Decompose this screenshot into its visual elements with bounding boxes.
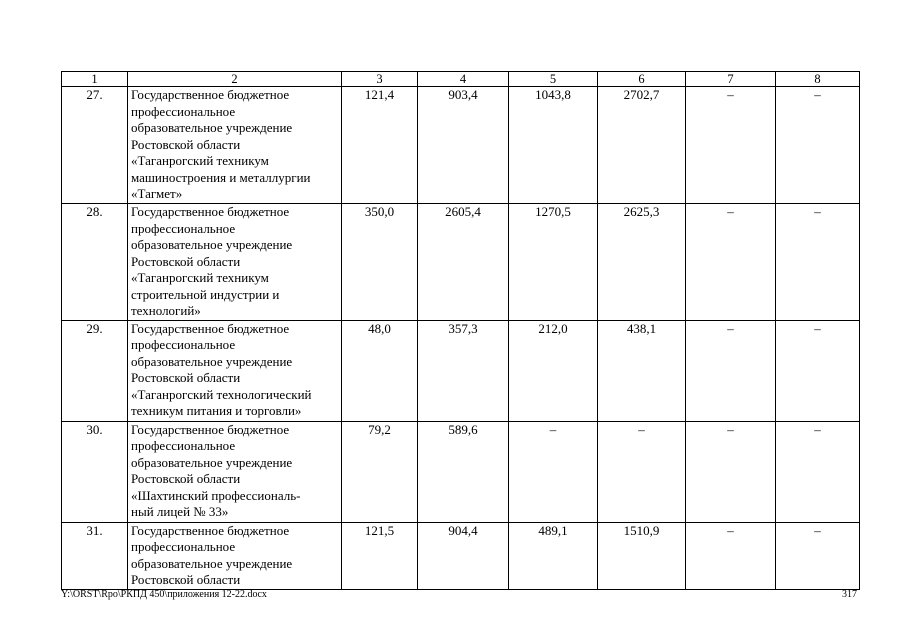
value-cell-col-6: 438,1 <box>598 320 686 421</box>
value-cell-col-3: 350,0 <box>342 204 418 321</box>
value-cell-col-8: – <box>776 204 860 321</box>
institution-name-cell <box>128 204 342 321</box>
institution-name-cell <box>128 320 342 421</box>
file-path-footer: Y:\ORST\Rpo\РКПД 450\приложения 12-22.docx <box>61 589 267 600</box>
institution-name-line: профессиональное <box>131 337 236 352</box>
header-cell: 1 <box>62 72 128 87</box>
institution-name-line: Ростовской области <box>131 136 241 152</box>
table-body <box>62 72 860 590</box>
row-number-cell: 31. <box>62 522 128 589</box>
value-cell-col-3: 48,0 <box>342 320 418 421</box>
value-cell-col-7: – <box>686 320 776 421</box>
table-row <box>62 320 860 421</box>
institution-name-line: строительной индустрии и <box>131 286 280 302</box>
institution-name-line: техникум питания и торговли» <box>131 403 302 418</box>
institution-name-line: «Таганрогский техникум <box>131 153 269 168</box>
header-cell: 5 <box>509 72 598 87</box>
budget-table <box>61 71 860 590</box>
value-cell-col-8: – <box>776 87 860 204</box>
table-row <box>62 421 860 522</box>
value-cell-col-7: – <box>686 522 776 589</box>
value-cell-col-5: 1270,5 <box>509 204 598 321</box>
institution-name-line: машиностроения и металлургии <box>131 169 311 185</box>
institution-name-line: технологий» <box>131 303 201 318</box>
institution-name-line: «Таганрогский техникум <box>131 270 269 285</box>
value-cell-col-7: – <box>686 87 776 204</box>
value-cell-col-4: 2605,4 <box>418 204 509 321</box>
value-cell-col-6: – <box>598 421 686 522</box>
institution-name-line: «Тагмет» <box>131 186 183 201</box>
table-row <box>62 522 860 589</box>
value-cell-col-7: – <box>686 204 776 321</box>
value-cell-col-3: 121,4 <box>342 87 418 204</box>
value-cell-col-5: 489,1 <box>509 522 598 589</box>
table-row <box>62 204 860 321</box>
value-cell-col-5: 212,0 <box>509 320 598 421</box>
value-cell-col-3: 121,5 <box>342 522 418 589</box>
institution-name-line: Государственное бюджетное <box>131 421 290 437</box>
institution-name-cell <box>128 421 342 522</box>
institution-name-cell <box>128 87 342 204</box>
institution-name-line: профессиональное <box>131 220 236 236</box>
institution-name-line: Ростовской области <box>131 253 241 269</box>
header-cell: 8 <box>776 72 860 87</box>
institution-name-line: образовательное учреждение <box>131 353 293 369</box>
value-cell-col-6: 1510,9 <box>598 522 686 589</box>
value-cell-col-8: – <box>776 421 860 522</box>
institution-name-line: Государственное бюджетное <box>131 204 290 219</box>
institution-name-line: Государственное бюджетное <box>131 522 290 538</box>
value-cell-col-7: – <box>686 421 776 522</box>
header-cell: 2 <box>128 72 342 87</box>
table-header-row <box>62 72 860 87</box>
institution-name-line: образовательное учреждение <box>131 237 293 252</box>
institution-name-line: Ростовской области <box>131 572 241 587</box>
institution-name-cell <box>128 522 342 589</box>
header-cell: 6 <box>598 72 686 87</box>
row-number-cell: 27. <box>62 87 128 204</box>
row-number-cell: 29. <box>62 320 128 421</box>
institution-name-line: образовательное учреждение <box>131 454 293 470</box>
page-number: 317 <box>842 589 857 600</box>
row-number-cell: 28. <box>62 204 128 321</box>
value-cell-col-8: – <box>776 522 860 589</box>
value-cell-col-8: – <box>776 320 860 421</box>
value-cell-col-5: – <box>509 421 598 522</box>
value-cell-col-4: 357,3 <box>418 320 509 421</box>
institution-name-line: Государственное бюджетное <box>131 320 290 336</box>
value-cell-col-4: 903,4 <box>418 87 509 204</box>
institution-name-line: Ростовской области <box>131 370 241 385</box>
value-cell-col-6: 2625,3 <box>598 204 686 321</box>
header-cell: 3 <box>342 72 418 87</box>
institution-name-line: образовательное учреждение <box>131 120 293 135</box>
header-cell: 4 <box>418 72 509 87</box>
institution-name-line: Государственное бюджетное <box>131 87 290 102</box>
institution-name-line: ный лицей № 33» <box>131 504 229 519</box>
institution-name-line: «Таганрогский технологический <box>131 386 312 402</box>
value-cell-col-4: 589,6 <box>418 421 509 522</box>
institution-name-line: Ростовской области <box>131 471 241 486</box>
table-row <box>62 87 860 204</box>
row-number-cell: 30. <box>62 421 128 522</box>
value-cell-col-5: 1043,8 <box>509 87 598 204</box>
institution-name-line: «Шахтинский профессиональ- <box>131 487 301 503</box>
institution-name-line: образовательное учреждение <box>131 555 293 571</box>
header-cell: 7 <box>686 72 776 87</box>
value-cell-col-3: 79,2 <box>342 421 418 522</box>
value-cell-col-4: 904,4 <box>418 522 509 589</box>
institution-name-line: профессиональное <box>131 438 236 453</box>
institution-name-line: профессиональное <box>131 103 236 119</box>
institution-name-line: профессиональное <box>131 539 236 554</box>
value-cell-col-6: 2702,7 <box>598 87 686 204</box>
